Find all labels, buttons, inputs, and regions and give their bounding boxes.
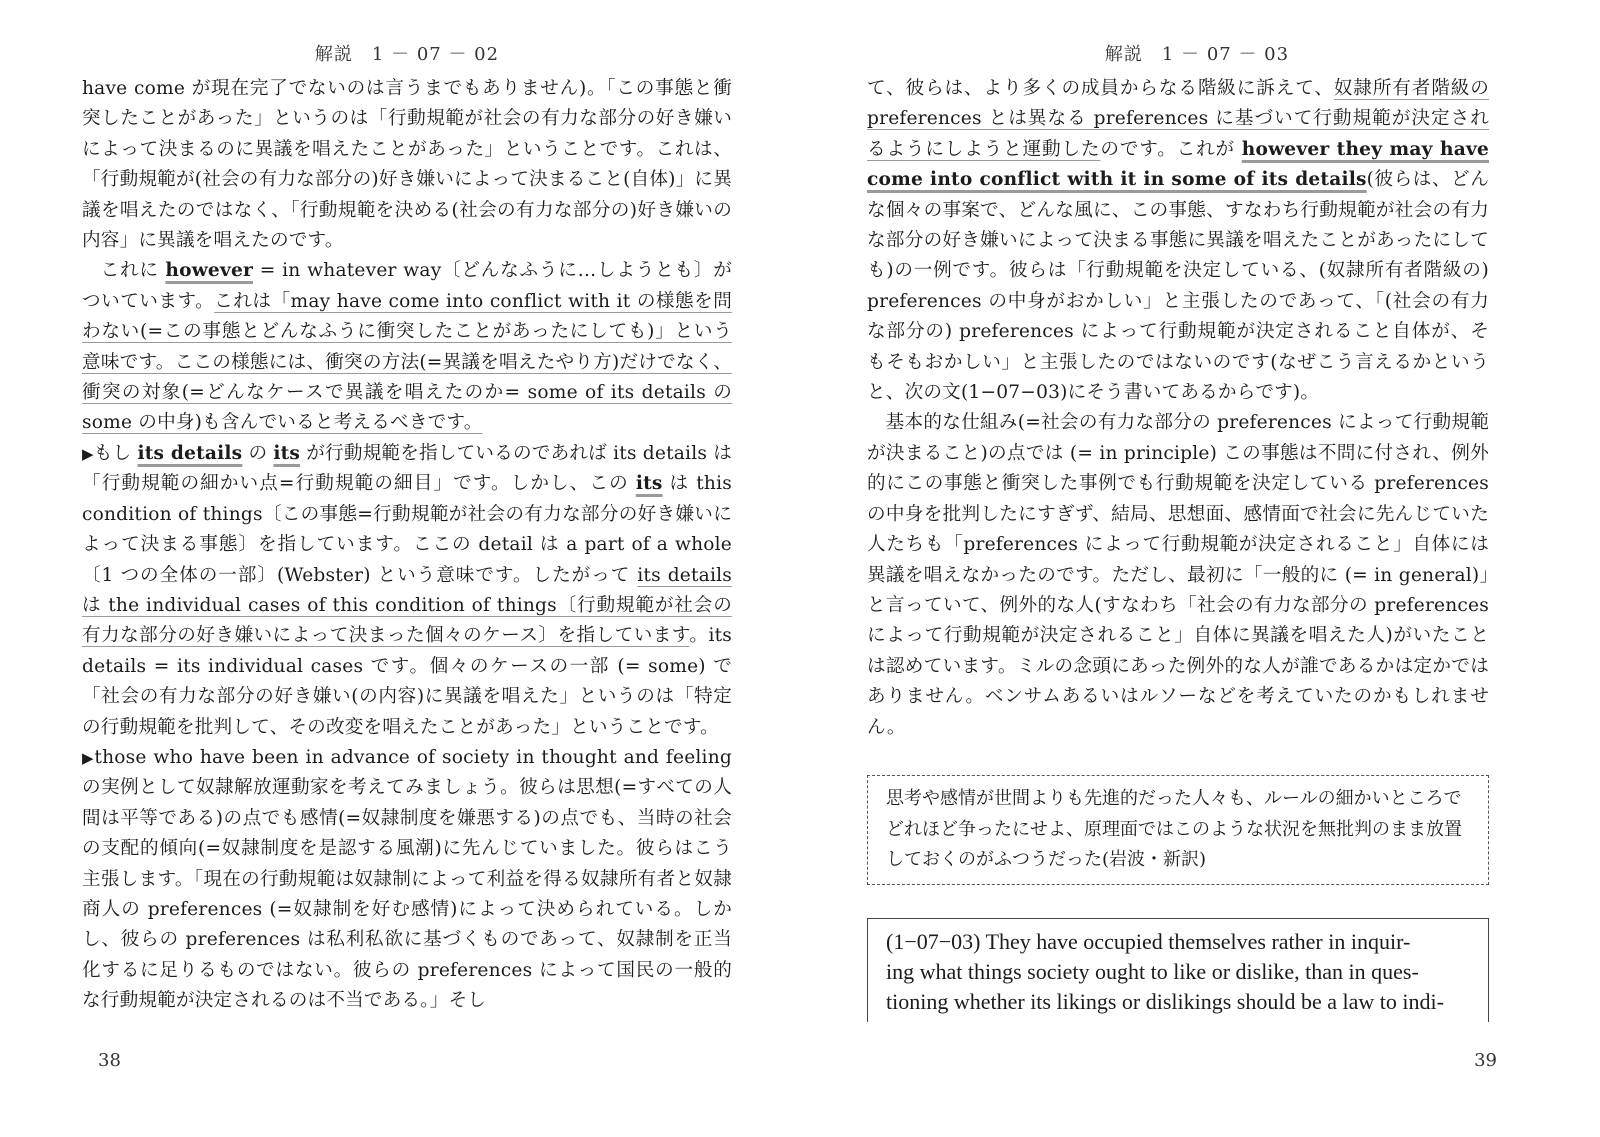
translation-box	[867, 775, 1489, 885]
underlined-text: its details は the individual cases of this condition of things〔行動規範が社会の有力な部分の好き嫌いによって決まった個々のケース〕を指しています	[82, 564, 732, 647]
bullet-paragraph: ▶ those who have been in advance of society in thought and feeling の実例として奴隷解放運動家を考えてみましょう。彼らは思想(=すべての人間は平等である)の点でも感情(=奴隷制度を嫌悪する)の点でも、当時の社会の支配的傾向(=奴隷制度を是認する風潮)に先んじていました。彼らはこう主張します。「現在の行動規範は奴隷制によって利益を得る奴隷所有者と奴隷商人の preferences (=奴隷制を好む感情)によって決められている。しかし、彼らの preferences は私利私欲に基づくものであって、奴隷制を正当化するに足りるものではない。彼らの preferences によって国民の一般的な行動規範が決定されるのは不当である。」そし	[82, 743, 732, 1017]
right-page	[867, 0, 1527, 1137]
page-header: 解説 1 － 07 － 02	[314, 44, 500, 65]
text: て、彼らは、より多くの成員からなる階級に訴えて、	[867, 78, 1334, 99]
keyword: its details	[137, 442, 243, 464]
text: 。its details = its individual cases です。個々のケースの一部 (= some) で「社会の有力な部分の好き嫌い(の内容)に異議を唱えた」というのは「特定の行動規範を批判して、その改変を唱えたことがあった」ということです。	[82, 625, 733, 738]
text: は this condition of things〔この事態=行動規範が社会の有力な部分の好き嫌いによって決まる事態〕を指しています。ここの detail は a part of a whole〔1 つの全体の一部〕(Webster) という意味です。したがって	[82, 473, 732, 586]
original-text-box	[867, 918, 1489, 1022]
original-line: tioning whether its likings or dislikings should be a law to indi-	[886, 989, 1444, 1014]
text: (彼らは、どんな個々の事案で、どんな風に、この事態、すなわち行動規範が社会の有力な部分の好き嫌いによって決まる事態に異議を唱えたことがあったにしても)の一例です。彼らは「行動規範を決定している、(奴隷所有者階級の) preferences の中身がおかしい」と主張したのであって、「(社会の有力な部分の) preferences によって行動規範が決定されること自体が、そもそもおかしい」と主張したのではないのです(なぜこう言えるかというと、次の文(1−07−03)にそう書いてあるからです)。	[867, 169, 1489, 404]
paragraph: 基本的な仕組み(=社会の有力な部分の preferences によって行動規範が決まること)の点では (= in principle) この事態は不問に付され、例外的にこの事態と衝突した事例でも行動規範を決定している preferences の中身を批判したにすぎず、結局、思想面、感情面で社会に先んじていた人たちも「preferences によって行動規範が決定されること」自体には異議を唱えなかったのです。ただし、最初に「一般的に (= in general)」と言っていて、例外的な人(すなわち「社会の有力な部分の preferences によって行動規範が決定されること」自体に異議を唱えた人)がいたことは認めています。ミルの念頭にあった例外的な人が誰であるかは定かではありません。ベンサムあるいはルソーなどを考えていたのかもしれません。	[867, 412, 1489, 738]
paragraph: have come が現在完了でないのは言うまでもありません)。「この事態と衝突したことがあった」というのは「行動規範が社会の有力な部分の好き嫌いによって決まるのに異議を唱えたことがあった」ということです。これは、「行動規範が(社会の有力な部分の)好き嫌いによって決まること(自体)」に異議を唱えたのではなく、「行動規範を決める(社会の有力な部分の)好き嫌いの内容」に異議を唱えたのです。	[82, 78, 733, 252]
underlined-text: 奴隷所有者階級の preferences とは異なる preferences に基づいて行動規範が決定されるようにしようと運動した	[867, 78, 1489, 160]
translation-text: 思考や感情が世間よりも先進的だった人々も、ルールの細かいところでどれほど争ったにせよ、原理面ではこのような状況を無批判のまま放置しておくのがふつうだった(岩波・新訳)	[886, 788, 1462, 870]
page-body	[867, 74, 1489, 743]
page-body	[82, 74, 732, 1017]
keyword: however	[165, 260, 253, 282]
underlined-text: ここの様態には、衝突の方法(=異議を唱えたやり方)だけでなく、衝突の対象(=どんなケースで異議を唱えたのか= some of its details の some の中身)も含んでいると考えるべきです。	[82, 351, 732, 434]
paragraph	[867, 74, 1489, 408]
keyword: its	[635, 473, 663, 495]
text: の	[242, 442, 274, 464]
bullet-paragraph	[82, 439, 732, 743]
keyword: however they may have come into conflict with it in some of its details	[867, 138, 1489, 191]
underlined-text: これは「may have come into conflict with it の様態を問わない(=この事態とどんなふうに衝突したことがあったにしても)」という意味です。	[82, 290, 732, 373]
text: もし	[93, 442, 138, 464]
text: = in whatever way〔どんなふうに…しようとも〕がついています。	[82, 260, 732, 312]
page-number: 39	[1474, 1050, 1497, 1071]
original-line: (1−07−03) They have occupied themselves rather in inquir-	[886, 929, 1411, 954]
original-line: ing what things society ought to like or dislike, than in ques-	[886, 959, 1419, 984]
page-header: 解説 1 － 07 － 03	[1104, 44, 1290, 65]
text: が行動規範を指しているのであれば its details は「行動規範の細かい点=行動規範の細目」です。しかし、この	[82, 442, 733, 495]
keyword: its	[273, 442, 301, 464]
text: これに	[100, 260, 166, 282]
page-number: 38	[98, 1050, 121, 1071]
left-page	[82, 0, 732, 1137]
text: のです。これが	[1100, 138, 1242, 160]
paragraph	[82, 256, 732, 438]
